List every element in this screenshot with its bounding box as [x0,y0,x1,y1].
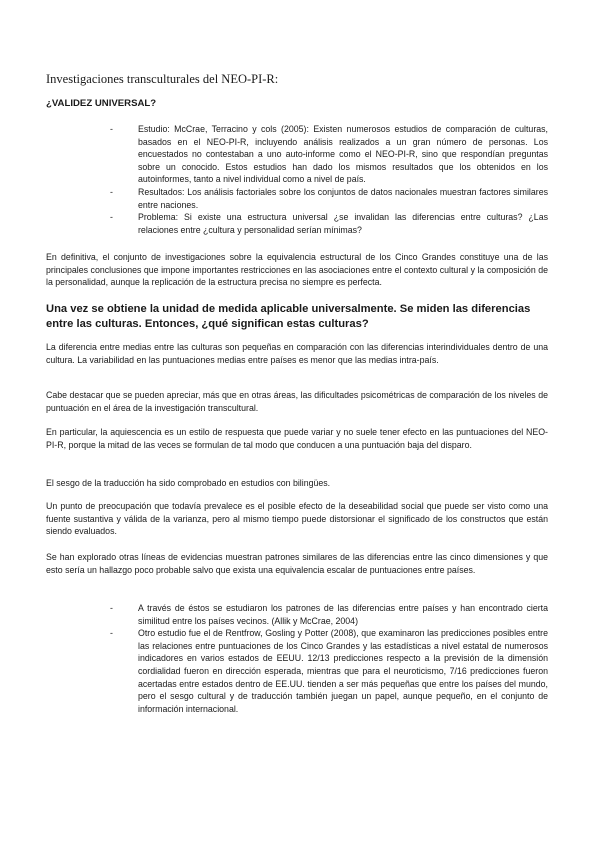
list-item: - Resultados: Los análisis factoriales sobre los conjuntos de datos nacionales muestran factores similares entre naciones. [110,186,548,211]
paragraph: Un punto de preocupación que todavía prevalece es el posible efecto de la deseabilidad social que puede ser visto como una fuente sustantiva y válida de la varianza, pero al mismo tiempo puede distorsionar el significado de los constructos que están siendo evaluados. [46,501,548,537]
paragraph: Se han explorado otras líneas de evidencias muestran patrones similares de las diferencias entre las cinco dimensiones y que esto sería un hallazgo poco probable salvo que exista una equivalencia escalar de puntuaciones entre países. [46,552,548,575]
list-item: - Estudio: McCrae, Terracino y cols (2005): Existen numerosos estudios de comparación de culturas, basados en el NEO-PI-R, incluyendo análisis realizados a un gran número de personas. Los encuestados no contestaban a uno auto-informe como el NEO-PI-R, sino que respondían preguntas sobre un conocido. Estos estudios han dado los mismos resultados que los obtenidos en los autoinformes, tanto a nivel individual como a nivel de país. [110,123,548,186]
paragraph: En particular, la aquiescencia es un estilo de respuesta que puede variar y no suele tener efecto en las puntuaciones del NEO-PI-R, porque la mitad de las veces se formulan de tal modo que conducen a una puntuación baja del disparo. [46,427,548,450]
paragraph: El sesgo de la traducción ha sido comprobado en estudios con bilingües. [46,478,331,488]
bullet-list-1 [46,123,548,236]
paragraph: Cabe destacar que se pueden apreciar, más que en otras áreas, las dificultades psicométricas de comparación de los niveles de puntuación en el área de la investigación transcultural. [46,390,548,413]
list-item: - Problema: Si existe una estructura universal ¿se invalidan las diferencias entre culturas? ¿Las relaciones entre ¿cultura y personalidad serían mínimas? [110,211,548,236]
paragraph: En definitiva, el conjunto de investigaciones sobre la equivalencia estructural de los Cinco Grandes constituye una de las principales conclusiones que impone importantes restricciones en las asociaciones entre el contexto cultural y la composición de la personalidad, aunque la replicación de la estructura precisa no siempre es perfecta. [46,252,548,288]
page-title: Investigaciones transculturales del NEO-PI-R: [46,72,279,86]
paragraph: La diferencia entre medias entre las culturas son pequeñas en comparación con las diferencias interindividuales dentro de una cultura. La variabilidad en las puntuaciones medias entre países es menor que las medias intra-país. [46,342,548,365]
list-item: - Otro estudio fue el de Rentfrow, Gosling y Potter (2008), que examinaron las predicciones posibles entre las relaciones entre puntuaciones de los Cinco Grandes y las estadísticas a nivel estatal de numerosos indicadores en varios estados de EEUU. 12/13 predicciones respecto a la previsión de la dimensión cordialidad fueron en dirección esperada, mientras que para el neuroticismo, 7/16 predicciones fueron acertadas entre estados dentro de EE.UU. tienden a ser más pequeñas que entre los países del mundo, pero el sesgo cultural y de traducción también juegan un papel, aunque pequeño, en el conjunto de información internacional. [110,627,548,715]
bullet-list-2 [46,602,548,715]
section-heading: Una vez se obtiene la unidad de medida aplicable universalmente. Se miden las diferencias entre las culturas. Entonces, ¿qué significan estas culturas? [46,303,531,330]
list-item: - A través de éstos se estudiaron los patrones de las diferencias entre países y han encontrado cierta similitud entre los países vecinos. (Allik y McCrae, 2004) [110,602,548,627]
section-subtitle: ¿VALIDEZ UNIVERSAL? [46,98,157,109]
